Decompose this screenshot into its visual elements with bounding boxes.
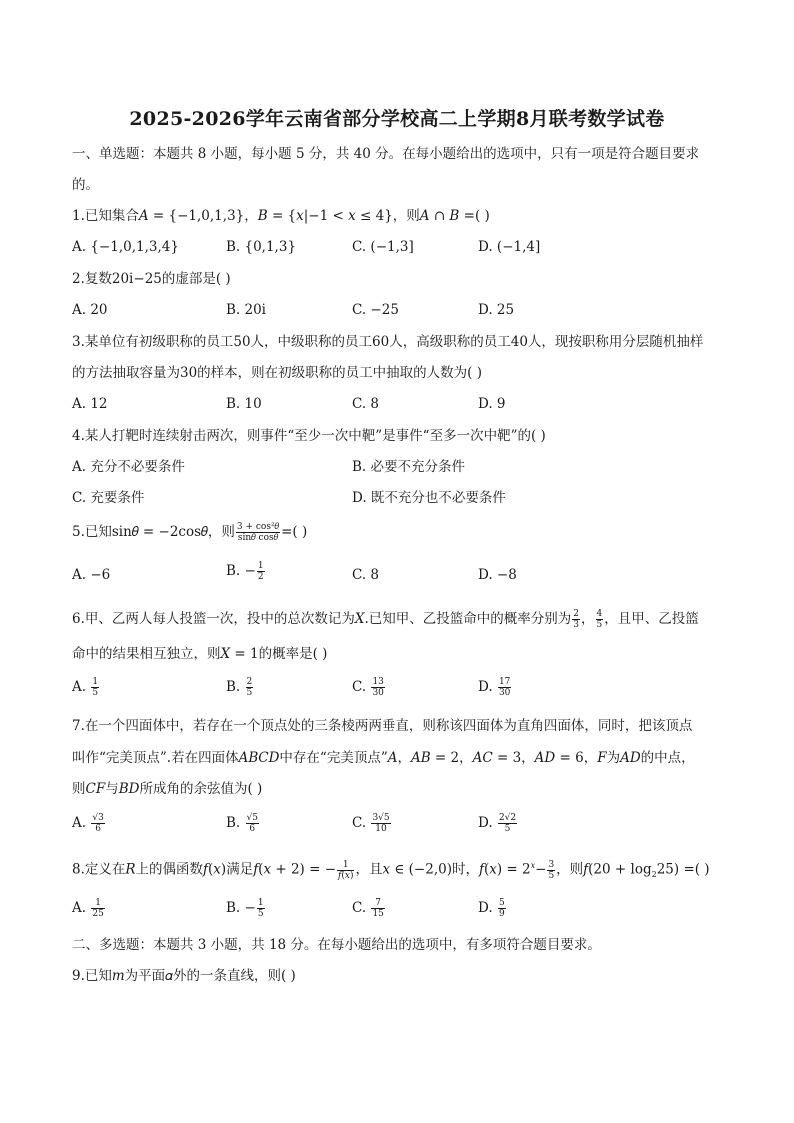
question-9-stem: 9.已知𝑚为平面𝛼外的一条直线，则( ) [72,968,296,984]
question-1-option-a: A. {−1,0,1,3,4} [72,239,179,255]
page-title: 2025-2026学年云南省部分学校高二上学期8月联考数学试卷 [129,108,665,130]
question-8-option-a: A. $\frac{1}{25}$ [72,898,104,919]
question-1-option-c: C. (−1,3] [352,239,414,255]
question-8-option-b: B. − $\frac{1}{5}$ [226,898,264,919]
question-1-option-b: B. {0,1,3} [226,239,297,255]
question-3-option-c: C. 8 [352,396,380,412]
question-3-option-d: D. 9 [478,396,506,412]
question-5-fraction: $\frac{\text{3 + cos²𝜃}}{\text{sin𝜃 cos𝜃}}$ [236,522,280,543]
question-5-stem-text: 5.已知sin𝜃 = −2cos𝜃，则 [72,524,235,540]
question-3-stem-line-2: 的方法抽取容量为30的样本，则在初级职称的员工中抽取的人数为( ) [72,365,483,381]
question-8-stem: 8.定义在𝑅上的偶函数𝑓(𝑥)满足𝑓(𝑥 + 2) = − $\frac{1}{\text{𝑓(𝑥)}}$ ，且𝑥 ∈ (−2,0)时，𝑓(𝑥) = $2^𝑥-$ $\frac{3}{5}$ ，则𝑓(20 + $\log_225$) =( ) [72,859,710,881]
question-4-option-b: B. 必要不充分条件 [352,459,466,475]
question-4-option-d: D. 既不充分也不必要条件 [352,490,506,506]
question-7-option-b: B. $\frac{√5}{6}$ [226,813,258,834]
question-7-stem-line-1: 7.在一个四面体中，若存在一个顶点处的三条棱两两垂直，则称该四面体为直角四面体，同时，把该顶点 [72,718,693,734]
section-1-heading-line-1: 一、单选题：本题共 8 小题，每小题 5 分，共 40 分。在每小题给出的选项中，只有一项是符合题目要求 [72,146,700,162]
question-2-option-c: C. −25 [352,302,399,318]
question-3-option-a: A. 12 [72,396,108,412]
question-6-option-b: B. $\frac{2}{5}$ [226,677,253,698]
question-3-stem-line-1: 3.某单位有初级职称的员工50人，中级职称的员工60人，高级职称的员工40人，现按职称用分层随机抽样 [72,334,704,350]
question-6-option-d: D. $\frac{17}{30}$ [478,677,511,698]
question-7-stem-line-3: 则𝐶𝐹与𝐵𝐷所成角的余弦值为( ) [72,781,263,797]
question-8-option-c: C. $\frac{7}{15}$ [352,898,384,919]
question-5-option-a: A. −6 [72,567,111,583]
question-1-stem: 1.已知集合𝐴 = {−1,0,1,3}，𝐵 = {𝑥|−1 < 𝑥 ≤ 4}，则𝐴 ∩ 𝐵 =( ) [72,208,490,224]
question-5-option-b: B. − $\frac{1}{2}$ [226,561,264,582]
question-6-stem-line-2: 命中的结果相互独立，则𝑋 = 1的概率是( ) [72,646,328,662]
question-2-stem: 2.复数20i−25的虚部是( ) [72,271,231,287]
question-4-option-c: C. 充要条件 [72,490,145,506]
question-6-option-c: C. $\frac{13}{30}$ [352,677,384,698]
question-7-stem-line-2: 叫作“完美顶点”.若在四面体𝐴𝐵𝐶𝐷中存在“完美顶点”𝐴，𝐴𝐵 = 2，𝐴𝐶 = 3，𝐴𝐷 = 6，𝐹为𝐴𝐷的中点， [72,750,695,766]
question-5-stem: 5.已知sin𝜃 = −2cos𝜃，则 $\frac{\text{3 + cos²𝜃}}{\text{sin𝜃 cos𝜃}}$ =( ) [72,522,308,543]
section-1-heading-line-2: 的。 [72,177,99,193]
question-4-stem: 4.某人打靶时连续射击两次，则事件“至少一次中靶”是事件“至多一次中靶”的( ) [72,428,546,444]
question-6-option-a: A. $\frac{1}{5}$ [72,677,99,698]
question-7-option-c: C. $\frac{3√5}{10}$ [352,813,390,834]
question-4-option-a: A. 充分不必要条件 [72,459,185,475]
question-2-option-d: D. 25 [478,302,515,318]
question-2-option-b: B. 20i [226,302,266,318]
question-7-option-d: D. $\frac{2√2}{5}$ [478,813,517,834]
question-5-option-d: D. −8 [478,567,517,583]
question-7-option-a: A. $\frac{√3}{6}$ [72,813,104,834]
question-3-option-b: B. 10 [226,396,262,412]
question-1-option-d: D. (−1,4] [478,239,541,255]
question-8-option-d: D. $\frac{5}{9}$ [478,898,505,919]
section-2-heading: 二、多选题：本题共 3 小题，共 18 分。在每小题给出的选项中，有多项符合题目要求。 [72,937,601,953]
question-2-option-a: A. 20 [72,302,108,318]
question-6-stem-line-1: 6.甲、乙两人每人投篮一次，投中的总次数记为𝑋.已知甲、乙投篮命中的概率分别为 $\frac{2}{3}$ ， $\frac{4}{5}$ ，且甲、乙投篮 [72,609,699,630]
question-5-option-c: C. 8 [352,567,380,583]
